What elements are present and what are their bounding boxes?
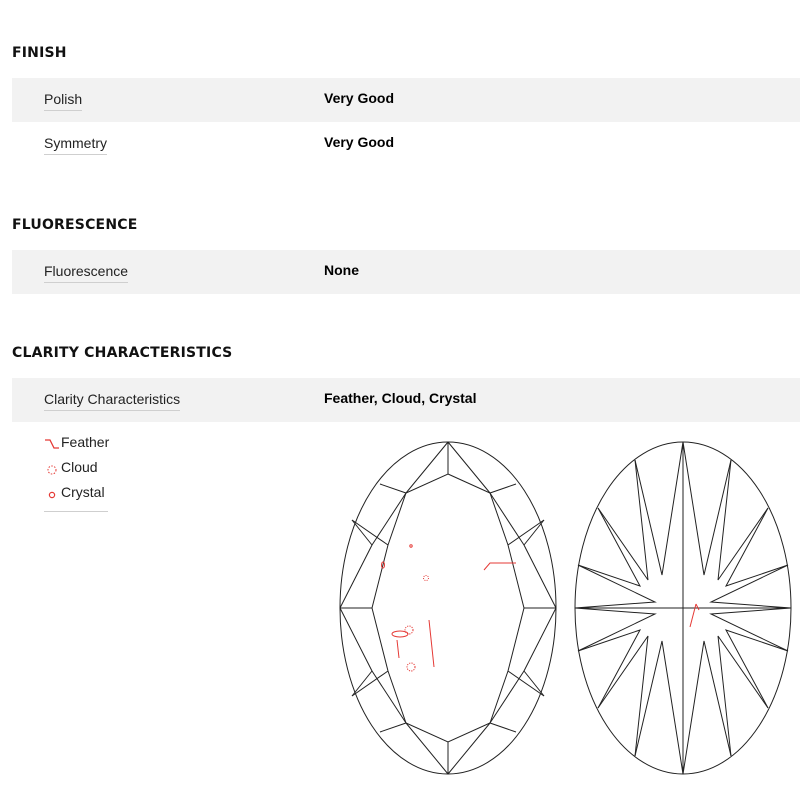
feather-mark [690, 604, 696, 627]
cloud-mark [405, 626, 413, 634]
clarity-value: Feather, Cloud, Crystal [324, 390, 477, 406]
fluorescence-value: None [324, 262, 359, 278]
clarity-section-title: CLARITY CHARACTERISTICS [12, 345, 233, 361]
fluorescence-label: Fluorescence [44, 263, 128, 283]
polish-value: Very Good [324, 90, 395, 106]
crystal-mark [410, 545, 412, 547]
feather-mark [397, 640, 399, 658]
symmetry-label: Symmetry [44, 135, 107, 155]
feather-mark [484, 563, 516, 570]
legend-label-crystal: Crystal [61, 484, 105, 500]
fluorescence-section-title: FLUORESCENCE [12, 217, 138, 233]
finish-section-title: FINISH [12, 45, 67, 61]
legend-label-feather: Feather [61, 434, 110, 450]
polish-label: Polish [44, 91, 82, 111]
pavilion-inclusion-marks [690, 604, 699, 627]
feather-mark [429, 620, 434, 667]
symmetry-value: Very Good [324, 134, 395, 150]
feather-mark [696, 604, 699, 610]
inclusion-marks [382, 545, 517, 671]
legend-label-cloud: Cloud [61, 459, 98, 475]
cloud-mark [424, 576, 429, 581]
crown-view-diagram [340, 442, 556, 774]
cloud-mark [407, 663, 415, 671]
clarity-label: Clarity Characteristics [44, 391, 180, 411]
pavilion-view-diagram [575, 442, 791, 774]
